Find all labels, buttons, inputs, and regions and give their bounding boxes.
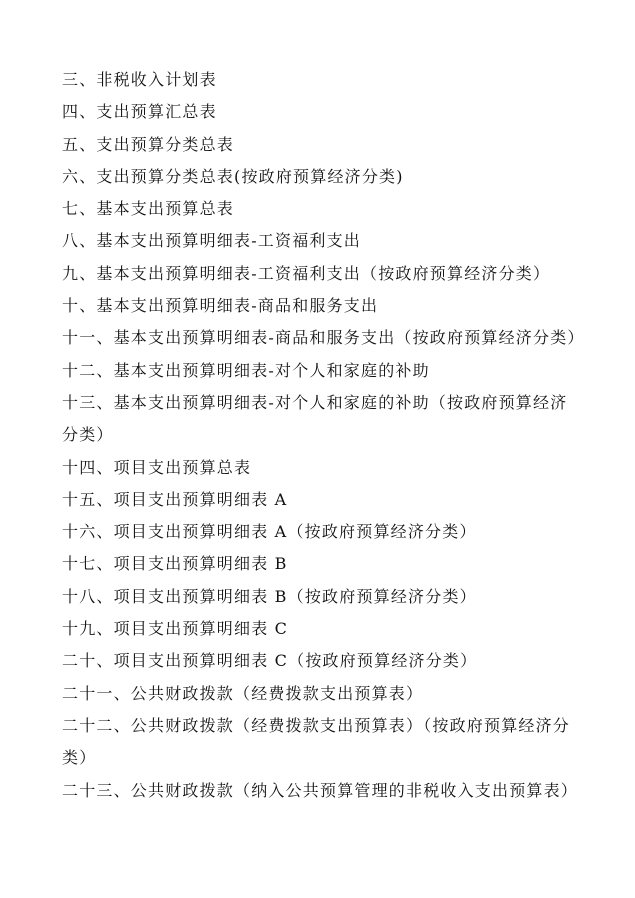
toc-item-17: 十七、项目支出预算明细表 B xyxy=(62,554,288,574)
toc-item-13: 十三、基本支出预算明细表-对个人和家庭的补助（按政府预算经济分类） xyxy=(62,392,568,445)
toc-item-6: 六、支出预算分类总表(按政府预算经济分类) xyxy=(62,166,404,186)
toc-item-20: 二十、项目支出预算明细表 C（按政府预算经济分类） xyxy=(62,651,478,671)
toc-item-23: 二十三、公共财政拨款（纳入公共预算管理的非税收入支出预算表） xyxy=(62,780,579,800)
toc-item-7: 七、基本支出预算总表 xyxy=(62,199,235,219)
toc-item-15: 十五、项目支出预算明细表 A xyxy=(62,489,288,509)
document-page xyxy=(62,64,585,807)
toc-item-18: 十八、项目支出预算明细表 B（按政府预算经济分类） xyxy=(62,586,477,606)
toc-item-22: 二十二、公共财政拨款（经费拨款支出预算表）（按政府预算经济分类） xyxy=(62,715,571,768)
toc-item-8: 八、基本支出预算明细表-工资福利支出 xyxy=(62,231,362,251)
toc-item-11: 十一、基本支出预算明细表-商品和服务支出（按政府预算经济分类） xyxy=(62,328,585,348)
toc-item-9: 九、基本支出预算明细表-工资福利支出（按政府预算经济分类） xyxy=(62,263,551,283)
toc-item-3: 三、非税收入计划表 xyxy=(62,70,217,89)
toc-item-16: 十六、项目支出预算明细表 A（按政府预算经济分类） xyxy=(62,522,477,542)
toc-item-14: 十四、项目支出预算总表 xyxy=(62,457,252,477)
toc-item-21: 二十一、公共财政拨款（经费拨款支出预算表） xyxy=(62,683,424,703)
toc-item-4: 四、支出预算汇总表 xyxy=(62,102,217,122)
toc-item-19: 十九、项目支出预算明细表 C xyxy=(62,619,289,639)
toc-item-12: 十二、基本支出预算明细表-对个人和家庭的补助 xyxy=(62,360,430,380)
toc-item-10: 十、基本支出预算明细表-商品和服务支出 xyxy=(62,296,379,316)
toc-item-5: 五、支出预算分类总表 xyxy=(62,134,235,154)
